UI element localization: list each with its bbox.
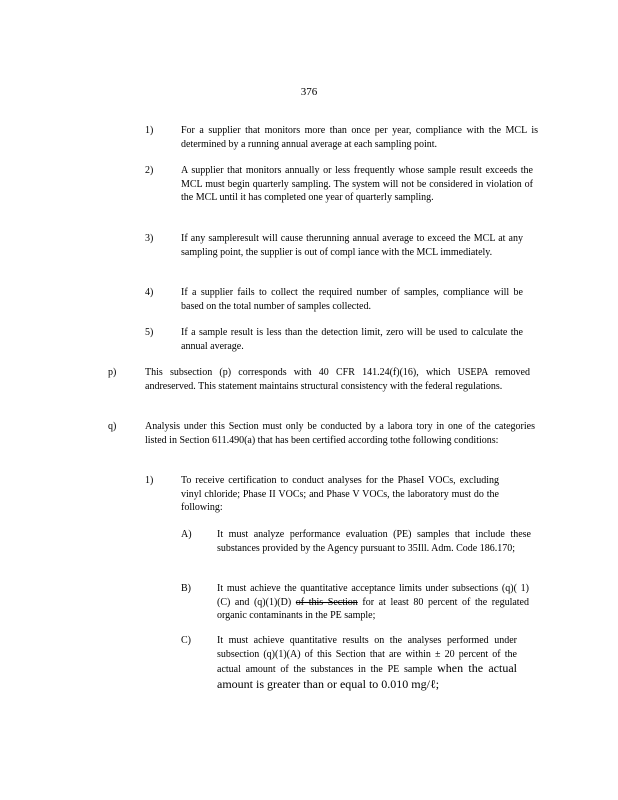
item-text: If a sample result is less than the detection limit, zero will be used to calculate the annual average. — [181, 327, 523, 352]
item-label: q) — [108, 421, 117, 432]
item-label: C) — [181, 635, 191, 646]
item-label: A) — [181, 529, 192, 540]
item-text: This subsection (p) corresponds with 40 CFR 141.24(f)(16), which USEPA removed andreserved. This statement maintains structural consistency with the federal regulations. — [145, 367, 530, 392]
item-text: It must analyze performance evaluation (PE) samples that include these substances provided by the Agency pursuant to 35Ill. Adm. Code 186.170; — [217, 529, 531, 554]
inserted-text: when the actual amount is greater than or equal to 0.010 mg/ℓ; — [217, 661, 517, 691]
item-label: B) — [181, 583, 191, 594]
item-text — [217, 582, 529, 623]
item-text: If a supplier fails to collect the required number of samples, compliance will be based on the total number of samples collected. — [181, 287, 523, 312]
deleted-text: of this Section — [295, 596, 358, 608]
item-text: For a supplier that monitors more than once per year, compliance with the MCL is determined by a running annual average at each sampling point. — [181, 125, 538, 150]
item-label: 1) — [145, 475, 154, 486]
item-label: 4) — [145, 287, 154, 298]
item-label: 3) — [145, 233, 154, 244]
item-text-after: for at least 80 percent of the regulated organic contaminants in the PE sample; — [217, 596, 529, 622]
item-label: p) — [108, 367, 117, 378]
item-text: A supplier that monitors annually or less frequently whose sample result exceeds the MCL must begin quarterly sampling. The system will not be considered in violation of the MCL until it has completed one year of quarterly sampling. — [181, 165, 533, 204]
item-label: 2) — [145, 165, 154, 176]
item-text-before: It must achieve the quantitative acceptance limits under subsections (q)( 1)(C) and (q)(1)(D) — [217, 583, 529, 608]
item-label: 5) — [145, 327, 154, 338]
item-text: To receive certification to conduct analyses for the PhaseI VOCs, excluding vinyl chloride; Phase II VOCs; and Phase V VOCs, the laboratory must do the following: — [181, 475, 499, 514]
item-text: If any sampleresult will cause therunning annual average to exceed the MCL at any sampling point, the supplier is out of compl iance with the MCL immediately. — [181, 233, 523, 258]
item-text — [217, 634, 517, 692]
item-label: 1) — [145, 125, 154, 136]
page-number: 376 — [300, 86, 318, 98]
item-text: Analysis under this Section must only be conducted by a labora tory in one of the categories listed in Section 611.490(a) that has been certified according tothe following conditions: — [145, 421, 535, 446]
item-text-main: It must achieve quantitative results on the analyses performed under subsection (q)(1)(A) of this Section that are within ± 20 percent of the actual amount of the substances in the PE sample — [217, 635, 517, 676]
